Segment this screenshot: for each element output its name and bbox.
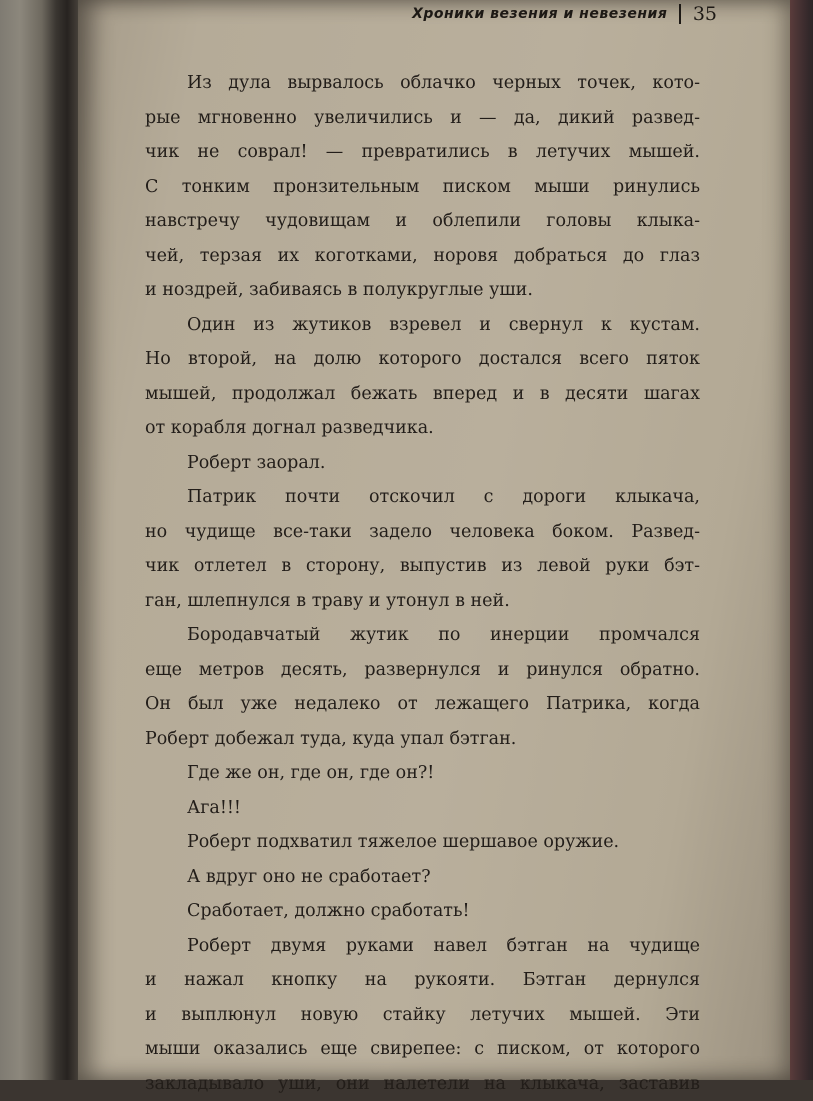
text-line: еще метров десять, развернулся и ринулся обратно. xyxy=(145,653,700,688)
running-header xyxy=(412,2,717,26)
text-line: Он был уже недалеко от лежащего Патрика, когда xyxy=(145,687,700,722)
text-line: Роберт добежал туда, куда упал бэтган. xyxy=(145,722,700,757)
text-line: Роберт двумя руками навел бэтган на чудище xyxy=(145,929,700,964)
header-separator xyxy=(679,4,681,24)
text-line: Один из жутиков взревел и свернул к кустам. xyxy=(145,308,700,343)
text-line: чик отлетел в сторону, выпустив из левой руки бэт- xyxy=(145,549,700,584)
text-line: Роберт подхватил тяжелое шершавое оружие. xyxy=(145,825,700,860)
text-line: Ага!!! xyxy=(145,791,700,826)
text-line: рые мгновенно увеличились и — да, дикий развед- xyxy=(145,101,700,136)
text-line: навстречу чудовищам и облепили головы клыка- xyxy=(145,204,700,239)
text-line: Сработает, должно сработать! xyxy=(145,894,700,929)
page-number: 35 xyxy=(693,3,717,25)
text-line: и нажал кнопку на рукояти. Бэтган дернулся xyxy=(145,963,700,998)
text-line: но чудище все-таки задело человека боком. Развед- xyxy=(145,515,700,550)
text-line: чик не соврал! — превратились в летучих мышей. xyxy=(145,135,700,170)
text-line: ган, шлепнулся в траву и утонул в ней. xyxy=(145,584,700,619)
body-text xyxy=(145,66,700,1101)
running-header-title: Хроники везения и невезения xyxy=(412,6,667,22)
text-line: Но второй, на долю которого достался всего пяток xyxy=(145,342,700,377)
text-line: Где же он, где он, где он?! xyxy=(145,756,700,791)
text-line: чей, терзая их коготками, норовя добраться до глаз xyxy=(145,239,700,274)
text-line: Патрик почти отскочил с дороги клыкача, xyxy=(145,480,700,515)
text-line: Бородавчатый жутик по инерции промчался xyxy=(145,618,700,653)
text-line: Роберт заорал. xyxy=(145,446,700,481)
book-gutter xyxy=(0,0,80,1080)
text-line: закладывало уши, они налетели на клыкача, заставив xyxy=(145,1067,700,1101)
text-line: А вдруг оно не сработает? xyxy=(145,860,700,895)
text-line: С тонким пронзительным писком мыши ринулись xyxy=(145,170,700,205)
text-line: мышей, продолжал бежать вперед и в десяти шагах xyxy=(145,377,700,412)
text-line: и выплюнул новую стайку летучих мышей. Эти xyxy=(145,998,700,1033)
text-line: от корабля догнал разведчика. xyxy=(145,411,700,446)
text-line: мыши оказались еще свирепее: с писком, от которого xyxy=(145,1032,700,1067)
text-line: и ноздрей, забиваясь в полукруглые уши. xyxy=(145,273,700,308)
page-edge xyxy=(790,0,813,1080)
text-line: Из дула вырвалось облачко черных точек, кото- xyxy=(145,66,700,101)
